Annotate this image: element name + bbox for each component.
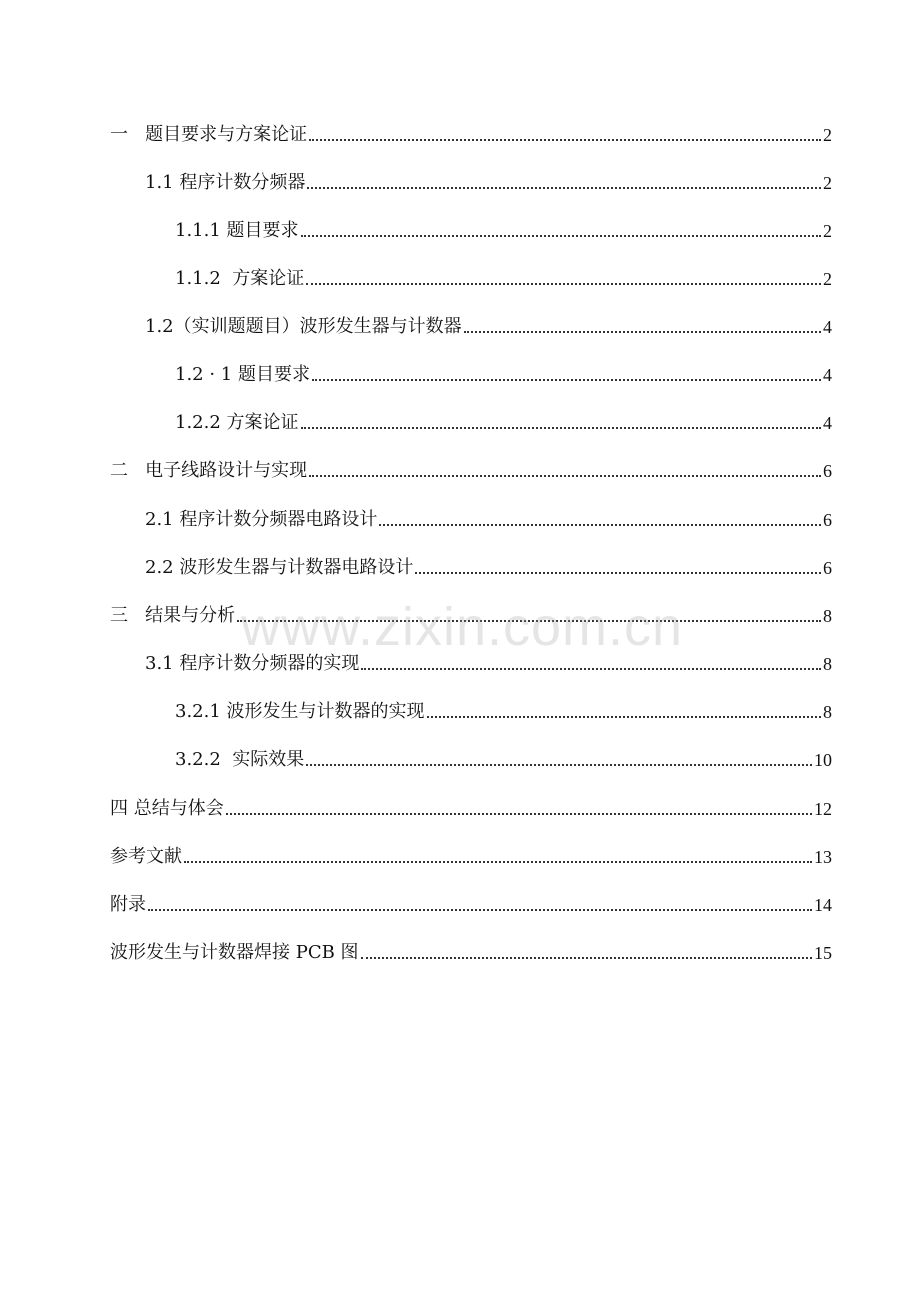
toc-entry-page: 8 [823, 702, 832, 722]
toc-entry[interactable] [145, 551, 832, 579]
dot-leader [301, 235, 821, 237]
watermark: www.zixin.com.cn [240, 597, 684, 657]
dot-leader [427, 716, 821, 718]
toc-entry-label: 3.1 程序计数分频器的实现 [145, 653, 360, 674]
dot-leader [148, 909, 812, 911]
dot-leader [306, 283, 821, 285]
toc-entry-label: 一 题目要求与方案论证 [110, 124, 308, 145]
toc-entry-page: 2 [823, 173, 832, 193]
toc-entry-label: 1.1.1 题目要求 [175, 220, 299, 241]
toc-entry[interactable] [175, 214, 832, 242]
toc-entry-label: 3.2.1 波形发生与计数器的实现 [175, 701, 425, 722]
toc-entry[interactable] [145, 166, 832, 194]
dot-leader [309, 475, 821, 477]
toc-entry[interactable] [175, 358, 832, 386]
toc-entry-label: 二 电子线路设计与实现 [110, 460, 308, 481]
dot-leader [237, 620, 821, 622]
dot-leader [415, 572, 821, 574]
toc-entry[interactable] [175, 406, 832, 434]
toc-entry[interactable] [175, 695, 832, 723]
dot-leader [379, 524, 821, 526]
toc-entry-page: 2 [823, 125, 832, 145]
toc-entry[interactable] [145, 310, 832, 338]
toc-entry[interactable] [145, 503, 832, 531]
toc-entry-page: 13 [814, 847, 832, 867]
dot-leader [464, 331, 821, 333]
toc-entry-page: 12 [814, 799, 832, 819]
toc-entry[interactable] [110, 936, 832, 964]
toc-entry-label: 1.2 · 1 题目要求 [175, 364, 310, 385]
toc-entry-page: 8 [823, 606, 832, 626]
toc-entry-page: 4 [823, 317, 832, 337]
toc-entry-page: 4 [823, 365, 832, 385]
dot-leader [184, 861, 812, 863]
toc-entry-label: 1.2.2 方案论证 [175, 412, 299, 433]
toc-entry[interactable] [175, 743, 832, 771]
dot-leader [309, 139, 821, 141]
toc-entry-label: 附录 [110, 894, 146, 915]
toc-entry-page: 2 [823, 221, 832, 241]
toc-entry[interactable] [110, 454, 832, 482]
toc-entry-label: 波形发生与计数器焊接 PCB 图 [110, 942, 359, 963]
toc-entry-label: 1.1 程序计数分频器 [145, 172, 306, 193]
toc-entry-label: 1.1.2 方案论证 [175, 268, 305, 289]
toc-entry-label: 2.2 波形发生器与计数器电路设计 [145, 557, 414, 578]
dot-leader [361, 668, 821, 670]
dot-leader [312, 379, 821, 381]
dot-leader [306, 764, 812, 766]
toc-entry-label: 三 结果与分析 [110, 605, 236, 626]
toc-entry-page: 14 [814, 895, 832, 915]
toc-entry-label: 2.1 程序计数分频器电路设计 [145, 509, 378, 530]
toc-entry-label: 3.2.2 实际效果 [175, 749, 305, 770]
toc-entry-label: 1.2（实训题题目）波形发生器与计数器 [145, 316, 462, 337]
toc-entry-page: 10 [814, 750, 832, 770]
toc-entry-label: 参考文献 [110, 846, 182, 867]
toc-entry-label: 四 总结与体会 [110, 798, 224, 819]
toc-entry[interactable] [175, 262, 832, 290]
toc-entry-page: 6 [823, 510, 832, 530]
toc-entry[interactable] [110, 840, 832, 868]
toc-entry-page: 6 [823, 461, 832, 481]
toc-entry-page: 6 [823, 558, 832, 578]
toc-entry[interactable] [145, 647, 832, 675]
toc-entry[interactable] [110, 792, 832, 820]
toc-entry-page: 4 [823, 413, 832, 433]
dot-leader [361, 957, 812, 959]
toc-entry-page: 2 [823, 269, 832, 289]
toc-entry[interactable] [110, 599, 832, 627]
dot-leader [226, 813, 812, 815]
toc-entry-page: 15 [814, 943, 832, 963]
toc-entry[interactable] [110, 888, 832, 916]
toc-entry[interactable] [110, 118, 832, 146]
dot-leader [301, 427, 821, 429]
dot-leader [307, 187, 821, 189]
toc-entry-page: 8 [823, 654, 832, 674]
